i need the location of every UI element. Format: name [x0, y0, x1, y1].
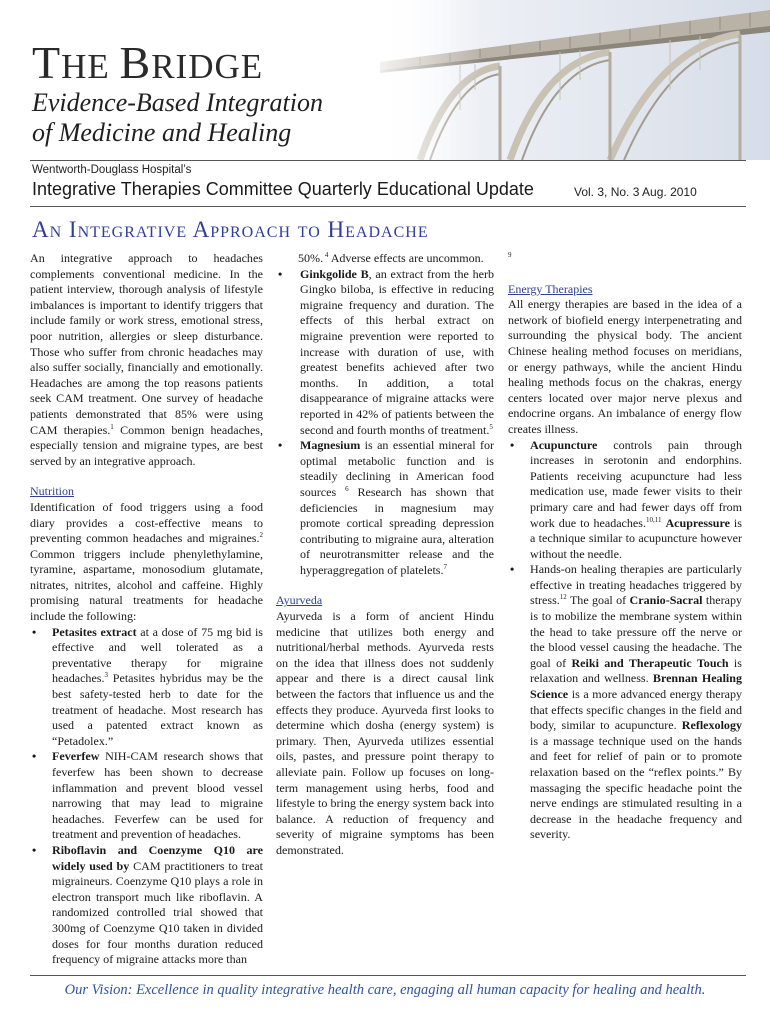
section-heading-ayurveda: Ayurveda	[276, 593, 323, 608]
bullet-icon: •	[32, 624, 37, 639]
footnote-ref: 7	[443, 562, 448, 571]
hospital-name: Wentworth-Douglass Hospital’s	[32, 164, 192, 176]
text-run: controls pain through increases in serotonin and endorphins. Patients receiving acupuncture had less medication use, made fewer visits to their primary care and had fewer days off from work due to headaches.	[530, 437, 742, 530]
ayurveda-paragraph-end	[508, 251, 742, 267]
footnote-ref: 9	[508, 250, 512, 259]
text-run: All energy therapies are based in the idea of a network of biofield energy interpenetrating and surrounding the physical body. The ancient Chinese healing method focuses on meridians, or energy pathways, while the ancient Hindu healing methods focus on the chakras, energy centers located over major nerve plexus and endocrine organs. An imbalance of energy flow creates illness.	[508, 297, 742, 436]
title-letter: B	[119, 37, 152, 88]
bold-term: Magnesium	[300, 438, 361, 453]
text-run: is a massage technique used on the hands and feet for relief of pain or to promote relaxation based on the “reflex points.” By massaging the specific headache point the nerve endings are stimulated resulting in a decrease in the headache frequency and severity.	[530, 733, 742, 842]
list-item-acupuncture	[508, 438, 742, 563]
subtitle-line-1: Evidence-Based Integration	[32, 88, 323, 117]
footnote-ref: 2	[259, 531, 263, 540]
nutrition-paragraph: Identification of food triggers using a food diary provides a cost-effective means to preventing common headaches and migraines.$^2$ Common triggers include phenylethylamine, tyramine, aspartame, monosodium glutamate, nitrates, nitrites, alcohol and caffeine. Highly promising natural treatments for headache include the following:	[30, 499, 263, 624]
footnote-ref: 3	[104, 671, 109, 680]
bullet-icon: •	[278, 266, 283, 281]
bold-term: Ginkgolide B	[300, 266, 369, 281]
energy-paragraph	[508, 297, 742, 437]
footnote-ref: 12	[559, 593, 567, 602]
list-item-magnesium	[276, 438, 494, 578]
newsletter-subtitle	[32, 88, 323, 148]
column-3	[508, 251, 742, 843]
headline-text: An Integrative Approach to Headache	[32, 217, 429, 242]
bullet-icon: •	[278, 438, 283, 453]
text-run: is a more advanced energy therapy that effects specific changes in the field and body, similar to acupuncture.	[530, 687, 742, 733]
newsletter-title	[32, 38, 263, 92]
list-item-feverfew: • Feverfew NIH-CAM research shows that feverfew has been shown to decrease inflammation and prevent blood vessel narrowing that may lead to migraine headaches. Feverfew can be used for treatment and prevention of headaches.	[32, 749, 263, 842]
bullet-icon: •	[510, 562, 515, 577]
nutrition-list	[30, 625, 263, 968]
list-item-ginkgolide	[276, 267, 494, 439]
issue-volume: Vol. 3, No. 3 Aug. 2010	[574, 185, 697, 199]
bold-term: Acupuncture	[530, 437, 598, 452]
text-run: Hands-on healing therapies are particularly effective in treating headaches triggered by stress.	[530, 562, 742, 608]
footnote-ref: 1	[110, 422, 114, 431]
bullet-icon: •	[32, 749, 37, 764]
masthead-divider	[30, 160, 746, 161]
footnote-ref: 6	[345, 484, 349, 493]
section-heading-energy: Energy Therapies	[508, 281, 593, 296]
subheader-divider	[30, 206, 746, 207]
bold-term: Brennan Healing Science	[530, 671, 742, 702]
committee-title: Integrative Therapies Committee Quarterly Educational Update	[32, 179, 534, 199]
bold-term: Reflexology	[681, 718, 742, 733]
bold-term: Reiki and Therapeutic Touch	[571, 655, 729, 670]
title-part: RIDGE	[151, 47, 264, 86]
column-2	[276, 251, 494, 859]
text-run: is a technique similar to acupuncture however without the needle.	[530, 515, 742, 561]
title-part: HE	[61, 47, 120, 86]
subtitle-line-2: of Medicine and Healing	[32, 118, 292, 147]
energy-list	[508, 438, 742, 843]
bold-term: Acupressure	[665, 515, 730, 530]
list-item-petasites: • Petasites extract at a dose of 75 mg bid is effective and well tolerated as a preventative therapy for migraine headaches.$^3$ Petasites hybridus may be the best safety-tested herb to date for the treatment of headache. Most research has used a patented extract known as “Petadolex.”	[32, 624, 263, 748]
column-1	[30, 251, 263, 968]
nutrition-list-continued	[276, 267, 494, 579]
column-2-flow	[276, 251, 494, 859]
title-letter: T	[32, 37, 62, 88]
text-run: Ayurveda is a form of ancient Hindu medicine that utilizes both energy and nutritional/herbal methods. Ayurveda rests on the idea that illness does not suddenly appear and there is a direct causal link between the factors that influence us and the effects they produce. Ayurveda first looks to determine which dosha (energy system) is primary. Then, Ayurveda utilizes essential oils, pastes, and pressure point therapy to alleviate pain. Follow up focuses on long-term management using herbs, food and lifestyle to bring the energy system back into balance. A reduction of frequency and severity of migraine symptoms has been demonstrated.	[276, 609, 494, 857]
list-item-riboflavin: • Riboflavin and Coenzyme Q10 are widely used by CAM practitioners to treat migraineurs. Coenzyme Q10 plays a role in electron transport much like riboflavin. A randomized controlled trial showed that 300mg of Coenzyme Q10 taken in divided doses for four months duration reduced frequency of migraine attacks more than	[32, 842, 263, 967]
text-run: therapy is to mobilize the membrane system within the head to take pressure off the nerve or the blood vessel causing the headache. The goal of	[530, 593, 742, 670]
text-run: , an extract from the herb Gingko biloba, is effective in reducing migraine frequency and duration. The effects of this herbal extract on migraine prevention were reported to increase with duration of use, with greatest benefits achieved after two months. In addition, a total disappearance of migraine attacks were reported in 42% of patients between the second and fourth months of treatment.	[300, 266, 494, 437]
ayurveda-paragraph	[276, 609, 494, 859]
footer-divider	[30, 975, 746, 976]
text-run: Research has shown that deficiencies in magnesium may promote cortical spreading depression contributing to migraine aura, alteration of neurotransmitter release and the hyperaggregation of platelets.	[300, 484, 494, 577]
footnote-ref: 5	[489, 422, 493, 431]
column-3-flow	[508, 251, 742, 843]
footnote-ref: 10,11	[645, 515, 662, 524]
article-headline	[32, 216, 429, 244]
intro-paragraph: An integrative approach to headaches complements conventional medicine. In the patient interview, thorough analysis of lifestyle imbalances is important to identify triggers that include family or work stress, emotional stress, poor nutrition, allergies or sleep disturbance. Those who suffer from chronic headaches may also suffer socially, financially and emotionally. Headaches are among the top reasons patients seek CAM treatment. One survey of headache patients demonstrated that 85% were using CAM therapies.$^1$ Common benign headaches, especially tension and migraine types, are best served by an integrative approach.	[30, 251, 263, 468]
bridge-photo-icon	[360, 0, 770, 160]
bullet-icon: •	[32, 842, 37, 857]
text-run: is relaxation and wellness.	[530, 655, 742, 686]
section-heading-nutrition: Nutrition	[30, 484, 74, 499]
text-run: is an essential mineral for optimal metabolic function and is steadily declining in American food sources	[300, 438, 494, 499]
bold-term: Cranio-Sacral	[629, 593, 703, 608]
text-run: The goal of	[566, 593, 630, 608]
continued-text: 50%. $^4$ Adverse effects are uncommon.	[298, 250, 484, 265]
vision-statement: Our Vision: Excellence in quality integrative health care, engaging all human capacity for healing and health.	[64, 982, 706, 998]
bullet-icon: •	[510, 437, 515, 452]
list-item-hands-on	[508, 562, 742, 843]
